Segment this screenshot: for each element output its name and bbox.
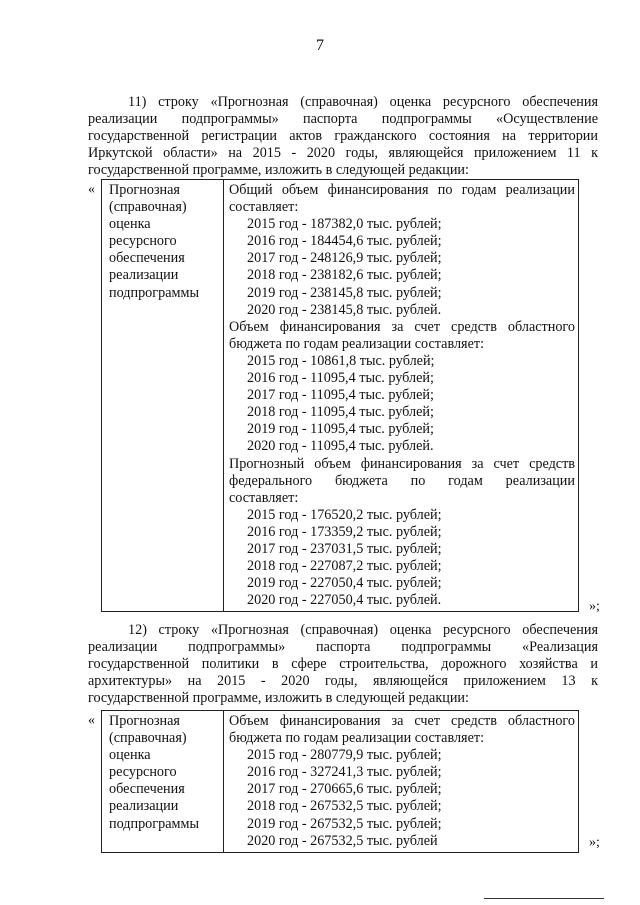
intro-line: архитектуры» на 2015 - 2020 годы, являющейся приложением 13 к [88,673,598,690]
funding-year: 2020 год - 11095,4 тыс. рублей. [247,438,434,455]
table-row [102,711,579,853]
funding-year: 2019 год - 238145,8 тыс. рублей; [247,284,442,301]
row-label: оценка [109,747,151,764]
table-row [102,180,579,612]
intro-line: государственной программе, изложить в следующей редакции: [88,690,469,707]
row-label: оценка [109,216,151,233]
funding-year: 2016 год - 327241,3 тыс. рублей; [247,764,442,781]
funding-year: 2017 год - 270665,6 тыс. рублей; [247,781,442,798]
row-label: (справочная) [109,730,187,747]
row-label: ресурсного [109,233,177,250]
open-quote: « [88,182,95,197]
funding-year: 2016 год - 11095,4 тыс. рублей; [247,370,434,387]
row-label: обеспечения [109,250,185,267]
funding-header: составляет: [229,489,299,506]
funding-header: бюджета по годам реализации составляет: [229,730,485,747]
funding-year: 2018 год - 11095,4 тыс. рублей; [247,404,434,421]
row-label: Прогнозная [109,713,180,729]
intro-line: 11) строку «Прогнозная (справочная) оценка ресурсного обеспечения [128,94,598,110]
close-quote: »; [589,599,600,614]
resource-table-12 [101,710,579,853]
row-label: подпрограммы [109,284,199,301]
open-quote: « [88,713,95,728]
funding-year: 2016 год - 173359,2 тыс. рублей; [247,523,442,540]
funding-header: Общий объем финансирования по годам реализации [229,182,575,198]
funding-year: 2017 год - 237031,5 тыс. рублей; [247,540,442,557]
row-label-cell [102,711,224,853]
row-label: обеспечения [109,781,185,798]
intro-line: государственной регистрации актов гражданского состояния на территории [88,128,598,145]
footer-divider [484,898,604,899]
funding-year: 2020 год - 267532,5 тыс. рублей [247,832,438,849]
intro-line: государственной политики в сфере строительства, дорожного хозяйства и [88,656,598,673]
funding-header: Объем финансирования за счет средств областного [229,713,575,729]
funding-year: 2020 год - 238145,8 тыс. рублей. [247,301,442,318]
funding-year: 2015 год - 280779,9 тыс. рублей; [247,747,442,764]
funding-header: составляет: [229,199,299,216]
funding-cell [224,711,579,853]
intro-line: 12) строку «Прогнозная (справочная) оценка ресурсного обеспечения [128,622,598,638]
row-label: (справочная) [109,199,187,216]
funding-year: 2019 год - 267532,5 тыс. рублей; [247,815,442,832]
funding-year: 2019 год - 227050,4 тыс. рублей; [247,575,442,592]
row-label: реализации [109,798,179,815]
funding-header: бюджета по годам реализации составляет: [229,335,485,352]
funding-year: 2015 год - 10861,8 тыс. рублей; [247,352,435,369]
funding-year: 2018 год - 267532,5 тыс. рублей; [247,798,442,815]
page-number: 7 [316,37,324,54]
funding-year: 2018 год - 227087,2 тыс. рублей; [247,558,442,575]
intro-line: реализации подпрограммы» паспорта подпрограммы «Реализация [88,639,598,656]
section-12-intro [88,622,598,707]
funding-year: 2019 год - 11095,4 тыс. рублей; [247,421,434,438]
funding-year: 2016 год - 184454,6 тыс. рублей; [247,233,442,250]
funding-year: 2018 год - 238182,6 тыс. рублей; [247,267,442,284]
funding-header: федерального бюджета по годам реализации [229,472,575,489]
intro-line: реализации подпрограммы» паспорта подпрограммы «Осуществление [88,111,598,128]
intro-line: государственной программе, изложить в следующей редакции: [88,162,469,179]
row-label-cell [102,180,224,612]
funding-year: 2017 год - 248126,9 тыс. рублей; [247,250,442,267]
funding-year: 2017 год - 11095,4 тыс. рублей; [247,387,434,404]
row-label: ресурсного [109,764,177,781]
row-label: реализации [109,267,179,284]
funding-year: 2015 год - 187382,0 тыс. рублей; [247,216,442,233]
resource-table-11 [101,179,579,612]
intro-line: Иркутской области» на 2015 - 2020 годы, являющейся приложением 11 к [88,145,598,162]
funding-header: Прогнозный объем финансирования за счет средств [229,455,575,472]
funding-cell [224,180,579,612]
funding-header: Объем финансирования за счет средств областного [229,318,575,335]
row-label: Прогнозная [109,182,180,198]
funding-year: 2015 год - 176520,2 тыс. рублей; [247,506,442,523]
funding-year: 2020 год - 227050,4 тыс. рублей. [247,592,442,609]
row-label: подпрограммы [109,815,199,832]
close-quote: »; [589,835,600,850]
section-11-intro [88,94,598,179]
